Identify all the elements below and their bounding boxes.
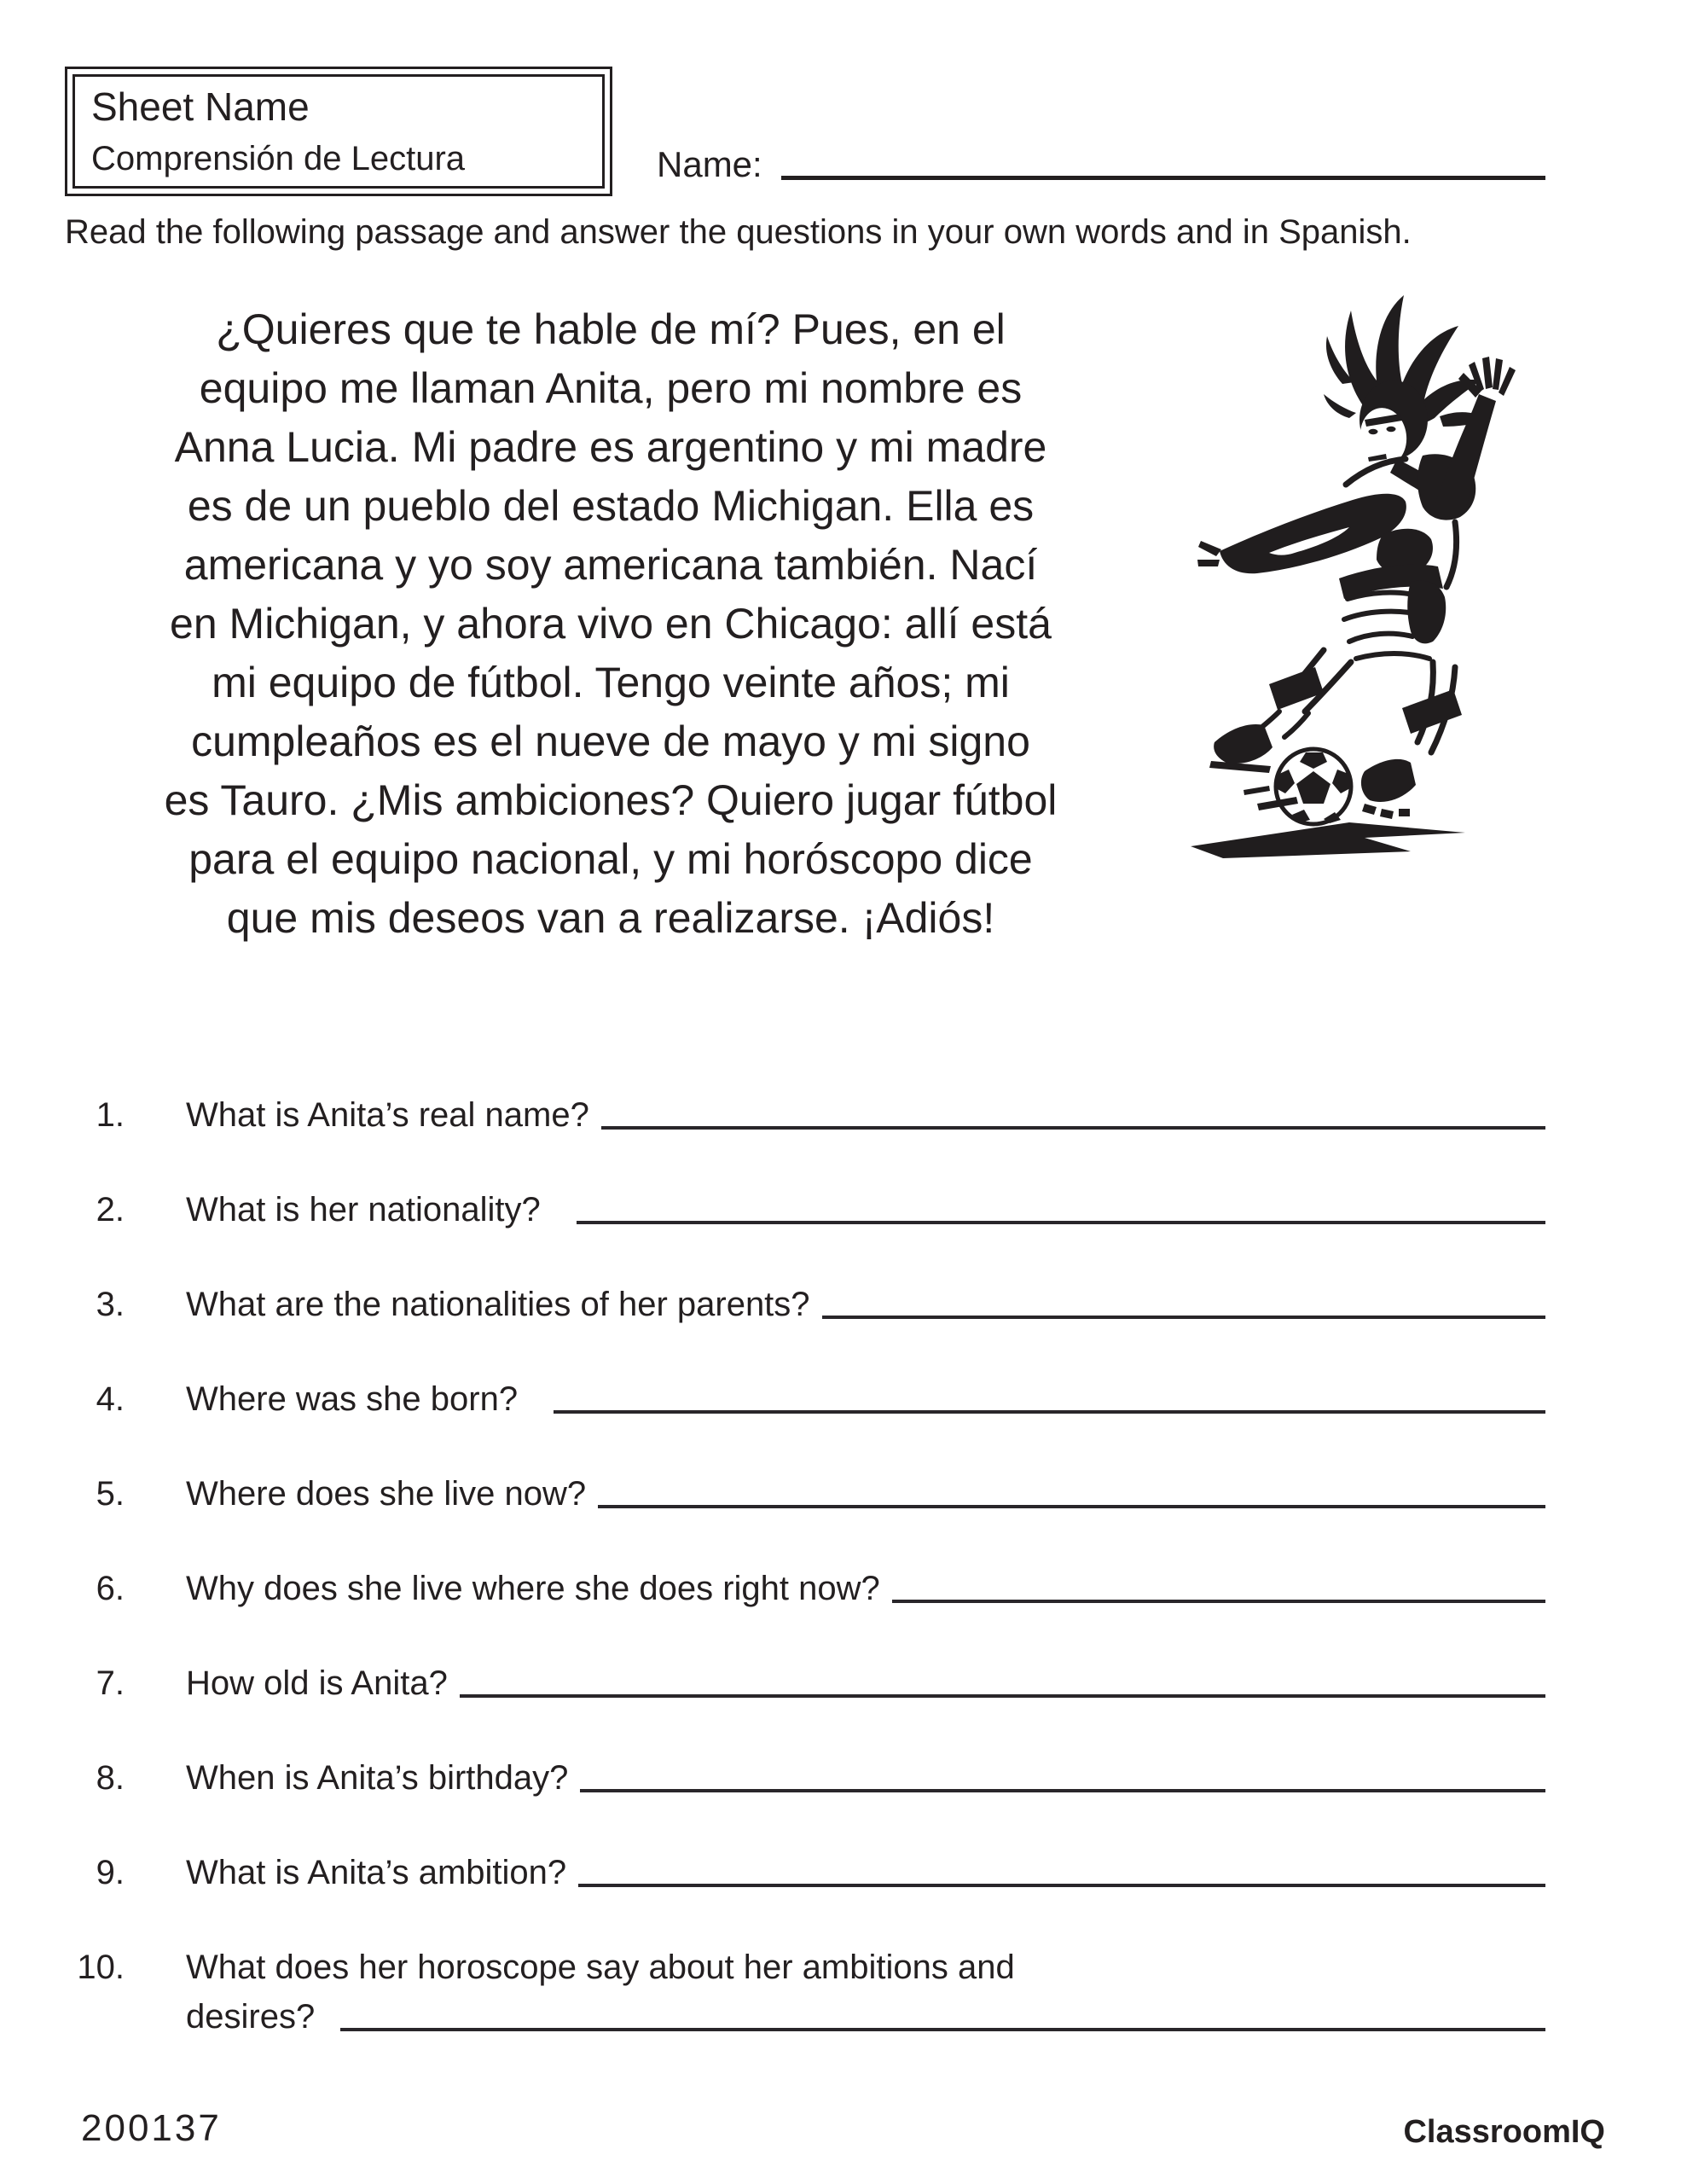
question-text: What is Anita’s real name? <box>186 1096 589 1134</box>
passage-line: americana y yo soy americana también. Nací <box>183 541 1038 589</box>
question-row-1 <box>65 1090 1545 1135</box>
answer-line[interactable] <box>554 1410 1545 1414</box>
passage-line: es de un pueblo del estado Michigan. Ella es <box>187 482 1035 530</box>
passage-line: mi equipo de fútbol. Tengo veinte años; mi <box>212 659 1010 706</box>
question-number: 2. <box>96 1191 125 1228</box>
name-label: Name: <box>657 144 762 184</box>
passage-line: equipo me llaman Anita, pero mi nombre es <box>199 364 1023 412</box>
question-number: 8. <box>96 1759 125 1797</box>
question-number: 10. <box>77 1949 125 1986</box>
question-number: 4. <box>96 1380 125 1418</box>
question-row-9 <box>65 1848 1545 1892</box>
answer-line[interactable] <box>578 1884 1545 1887</box>
name-row <box>657 143 1545 186</box>
question-number: 7. <box>96 1664 125 1702</box>
question-number: 6. <box>96 1570 125 1607</box>
question-row-8 <box>65 1753 1545 1798</box>
passage-line: ¿Quieres que te hable de mí? Pues, en el <box>216 305 1006 353</box>
question-list <box>65 1090 1545 2036</box>
answer-line[interactable] <box>822 1316 1545 1319</box>
passage-line: para el equipo nacional, y mi horóscopo dice <box>188 835 1033 883</box>
question-text: desires? <box>186 1998 316 2036</box>
answer-line[interactable] <box>577 1221 1545 1224</box>
answer-line[interactable] <box>892 1600 1545 1603</box>
answer-line[interactable] <box>460 1694 1545 1698</box>
question-text: When is Anita’s birthday? <box>186 1759 569 1797</box>
question-text: What is Anita’s ambition? <box>186 1854 567 1891</box>
question-text: What are the nationalities of her parents? <box>186 1286 810 1323</box>
question-number: 1. <box>96 1096 125 1134</box>
question-number: 5. <box>96 1475 125 1513</box>
question-row-2 <box>65 1185 1545 1229</box>
soccer-player-illustration <box>1141 282 1687 879</box>
answer-line[interactable] <box>340 2028 1545 2031</box>
question-number: 9. <box>96 1854 125 1891</box>
question-text: Where was she born? <box>186 1380 519 1418</box>
name-input-line[interactable] <box>781 176 1545 180</box>
passage-line: Anna Lucia. Mi padre es argentino y mi madre <box>174 423 1047 471</box>
question-row-4 <box>65 1374 1545 1419</box>
question-row-5 <box>65 1469 1545 1513</box>
question-text: Where does she live now? <box>186 1475 587 1513</box>
question-number: 3. <box>96 1286 125 1323</box>
reading-passage <box>65 300 1157 948</box>
passage-line: en Michigan, y ahora vivo en Chicago: allí está <box>170 600 1052 648</box>
answer-line[interactable] <box>601 1126 1545 1130</box>
footer-brand: ClassroomIQ <box>1403 2114 1605 2150</box>
question-text: How old is Anita? <box>186 1664 448 1702</box>
question-row-7 <box>65 1658 1545 1703</box>
instruction-text: Read the following passage and answer the questions in your own words and in Spanish. <box>65 213 1412 251</box>
question-row-10-continued <box>65 1992 1545 2036</box>
answer-line[interactable] <box>580 1789 1545 1792</box>
sheet-name-title: Sheet Name <box>91 84 310 129</box>
passage-line: cumpleaños es el nueve de mayo y mi signo <box>191 717 1030 765</box>
passage-line: que mis deseos van a realizarse. ¡Adiós! <box>226 894 995 942</box>
question-row-6 <box>65 1564 1545 1608</box>
answer-line[interactable] <box>598 1505 1545 1508</box>
question-text: What does her horoscope say about her ambitions and <box>186 1949 1015 1986</box>
footer-document-number: 200137 <box>81 2107 222 2149</box>
question-text: What is her nationality? <box>186 1191 541 1228</box>
sheet-title-box <box>65 67 612 196</box>
question-row-3 <box>65 1280 1545 1324</box>
question-row-10 <box>65 1943 1545 1987</box>
question-text: Why does she live where she does right now? <box>186 1570 880 1607</box>
passage-line: es Tauro. ¿Mis ambiciones? Quiero jugar fútbol <box>164 776 1058 824</box>
sheet-subtitle: Comprensión de Lectura <box>91 140 466 177</box>
